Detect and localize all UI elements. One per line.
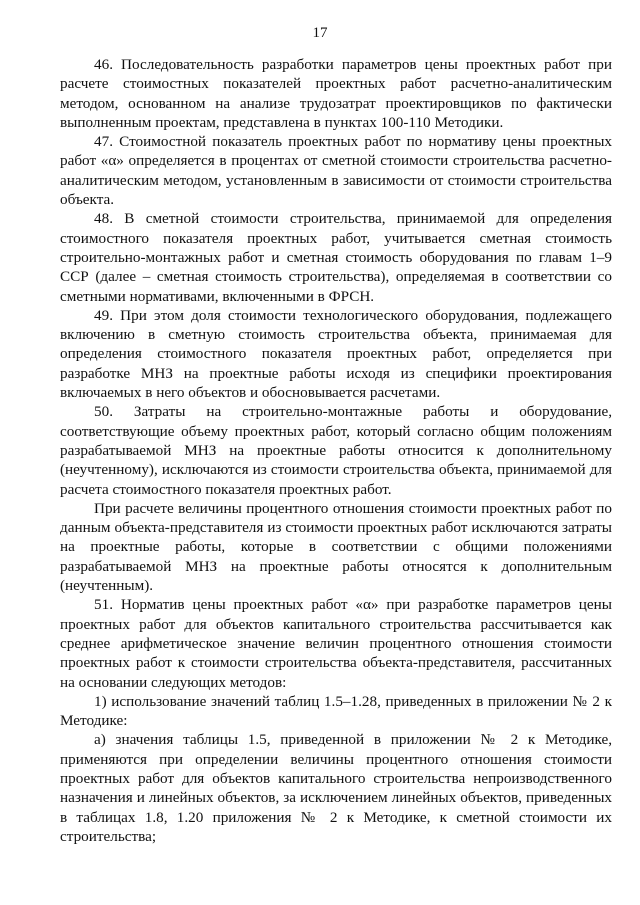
paragraph-48: 48. В сметной стоимости строительства, принимаемой для определения стоимостного показателя проектных работ, учитывается сметная стоимость строительно-монтажных работ и сметная стоимость оборудования по главам 1–9 ССР (далее – сметная стоимость строительства), определяемая в соответствии со сметными нормативами, включенными в ФРСН. bbox=[60, 210, 612, 305]
paragraph-46: 46. Последовательность разработки параметров цены проектных работ при расчете стоимостных показателей проектных работ расчетно-аналитическим методом, основанном на анализе трудозатрат проектировщиков по фактически выполненным проектам, представлена в пунктах 100-110 Методики. bbox=[60, 56, 612, 131]
list-item-1: 1) использование значений таблиц 1.5–1.28, приведенных в приложении № 2 к Методике: bbox=[60, 692, 612, 730]
list-item-1a: а) значения таблицы 1.5, приведенной в приложении № 2 к Методике, применяются при определении величины процентного отношения стоимости проектных работ для объектов капитального строительства непроизводственного назначения и линейных объектов, за исключением линейных объектов, приведенных в таблицах 1.8, 1.20 приложения № 2 к Методике, к сметной стоимости их строительства; bbox=[60, 731, 612, 845]
paragraph-50-continuation: При расчете величины процентного отношения стоимости проектных работ по данным объекта-представителя из стоимости проектных работ исключаются затраты на проектные работы, которые в соответствии с общими положениями разрабатываемой МНЗ на проектные работы относятся к дополнительным (неучтенным). bbox=[60, 499, 612, 595]
document-body bbox=[60, 55, 612, 846]
paragraph-47: 47. Стоимостной показатель проектных работ по нормативу цены проектных работ «α» определяется в процентах от сметной стоимости строительства расчетно-аналитическим методом, установленным в зависимости от стоимости строительства объекта. bbox=[60, 133, 612, 209]
paragraph-49: 49. При этом доля стоимости технологического оборудования, подлежащего включению в сметную стоимость строительства объекта, принимаемая для определения стоимостного показателя проектных работ, определяется при разработке МНЗ на проектные работы исходя из специфики проектирования включаемых в него объектов и обосновывается расчетами. bbox=[60, 306, 612, 402]
paragraph-51: 51. Норматив цены проектных работ «α» при разработке параметров цены проектных работ для объектов капитального строительства рассчитывается как среднее арифметическое значение величин процентного отношения стоимости проектных работ к стоимости строительства объекта-представителя, рассчитанных на основании следующих методов: bbox=[60, 596, 612, 691]
paragraph-50: 50. Затраты на строительно-монтажные работы и оборудование, соответствующие объему проектных работ, который согласно общим положениям разрабатываемой МНЗ на проектные работы относится к дополнительному (неучтенному), исключаются из стоимости строительства объекта, принимаемой для расчета стоимостного показателя проектных работ. bbox=[60, 403, 612, 498]
page-number: 17 bbox=[312, 25, 328, 41]
